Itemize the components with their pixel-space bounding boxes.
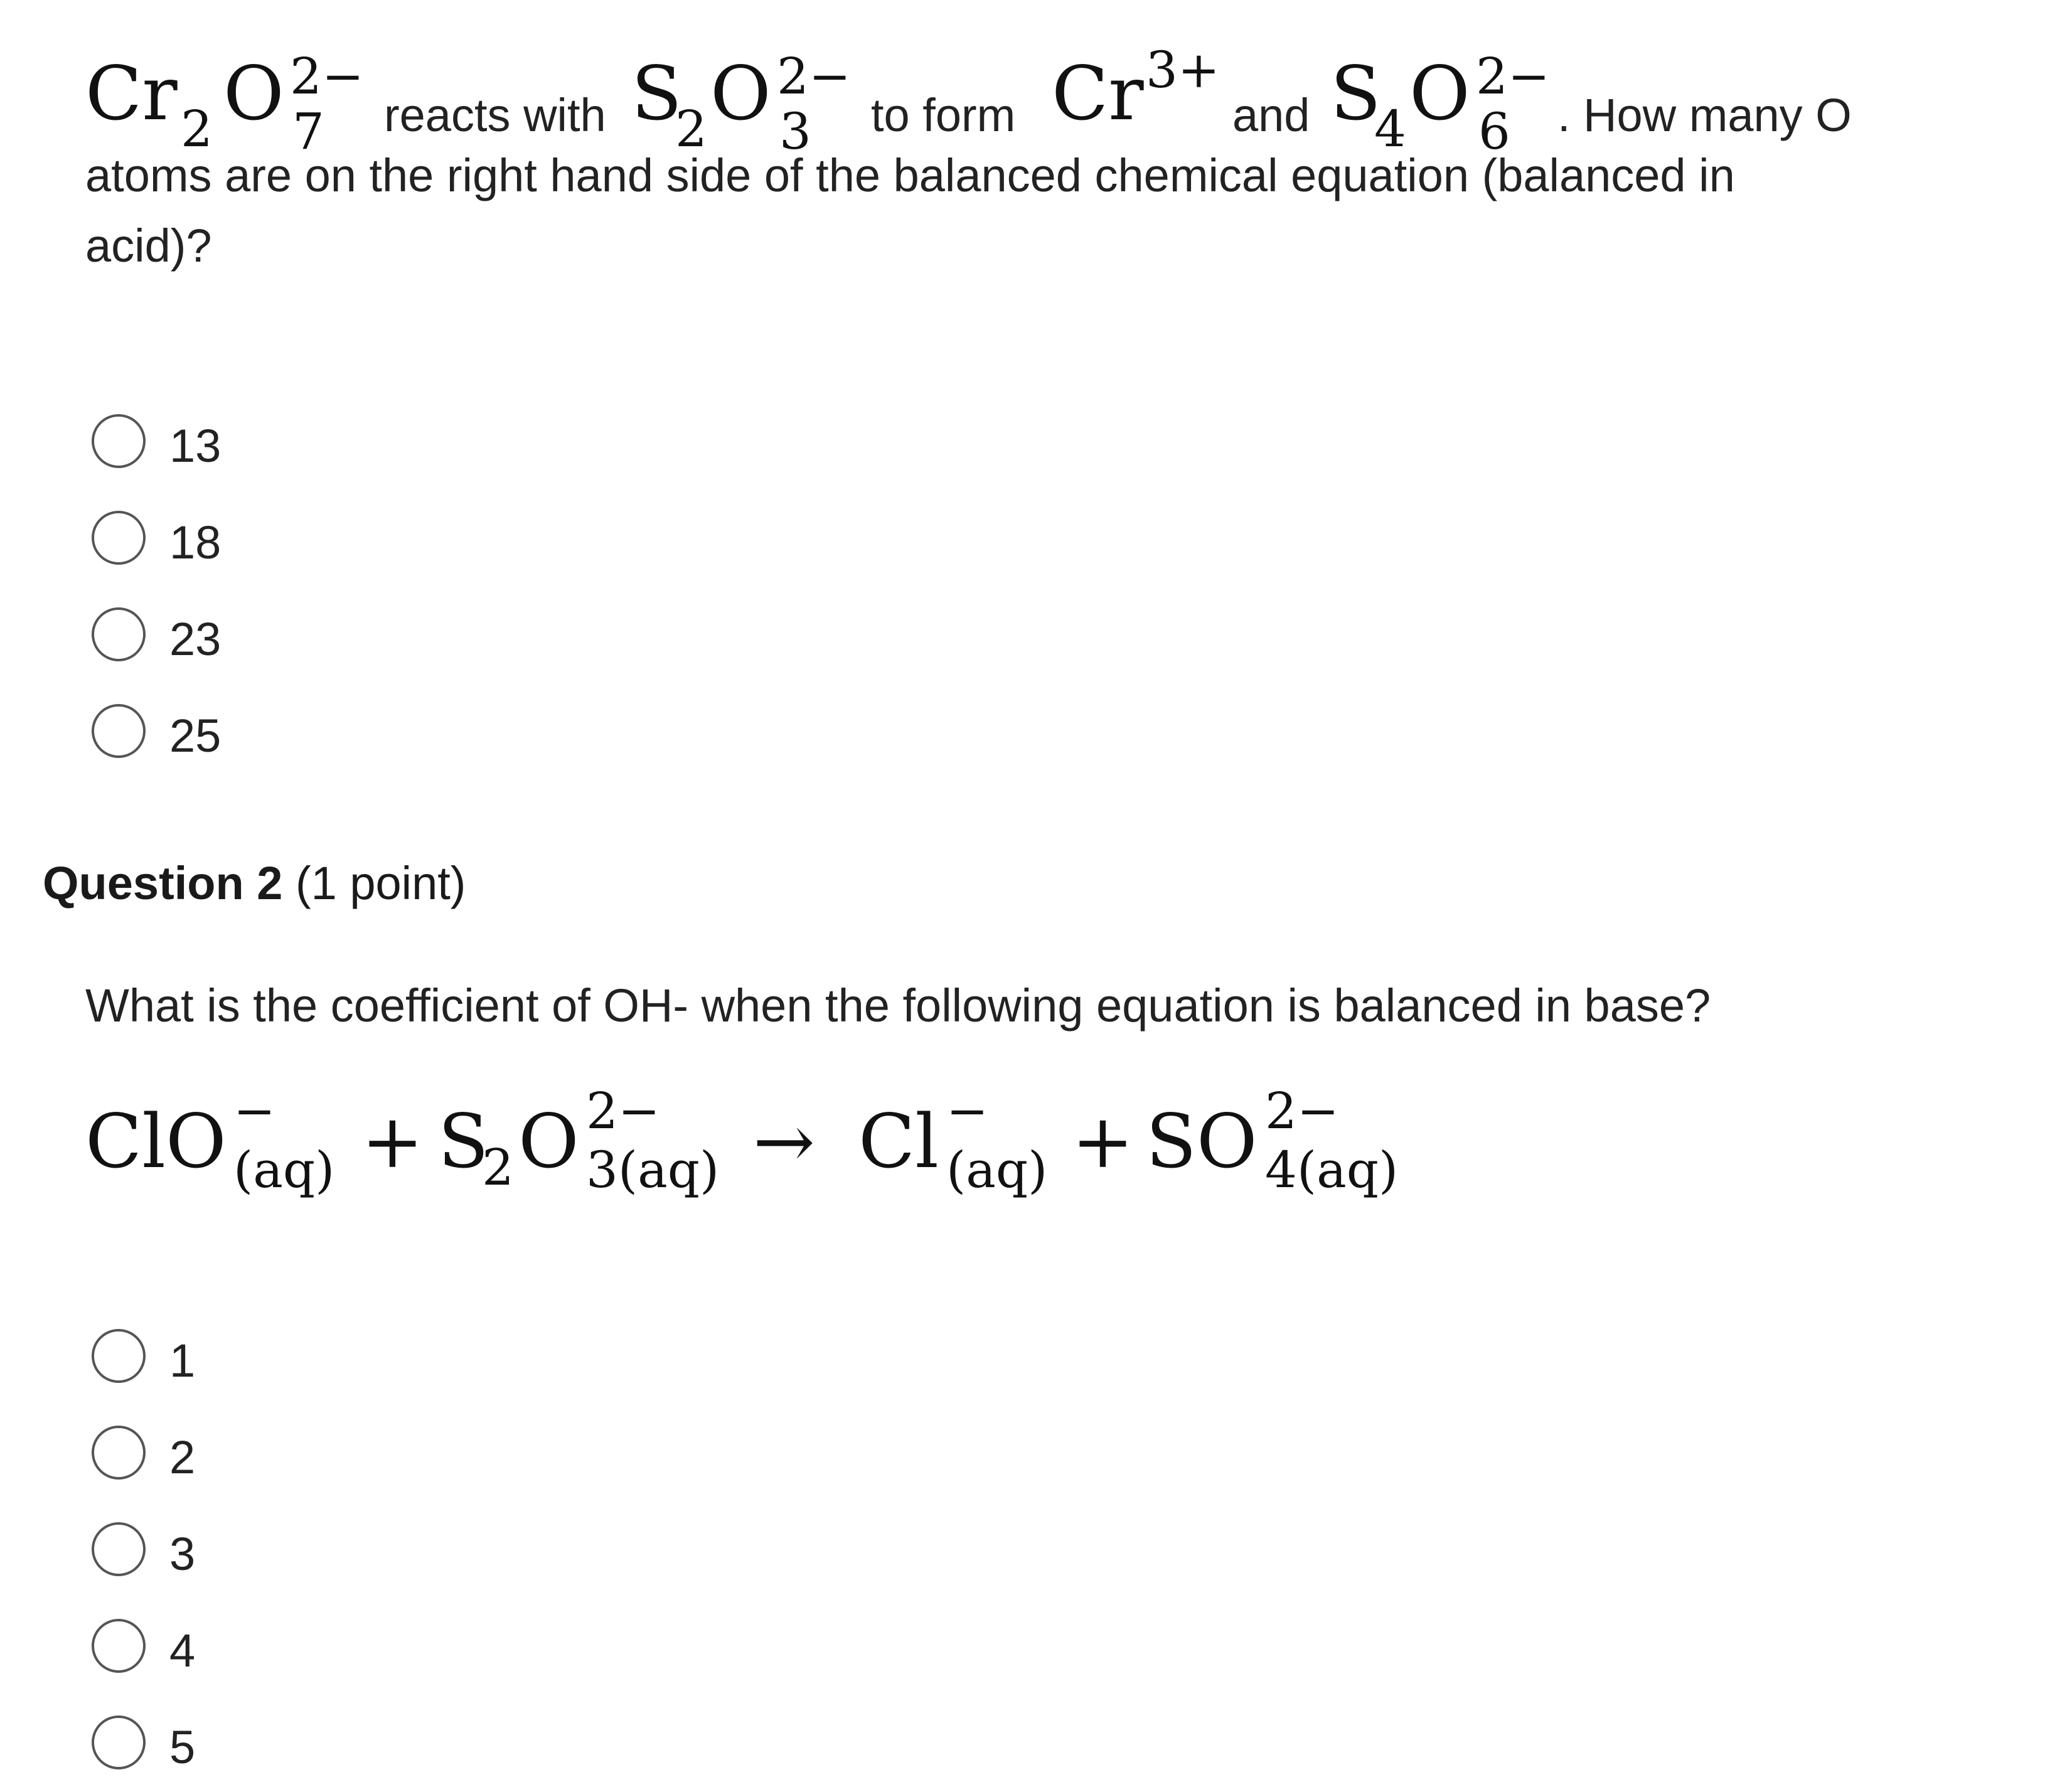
thiosulfate-o: O — [710, 50, 771, 137]
reactant-1-base: ClO — [85, 1098, 227, 1185]
question-1-text — [85, 41, 1968, 281]
option-13[interactable] — [92, 414, 531, 474]
tetrathionate-sub-o: 6 — [1478, 102, 1510, 161]
option-label: 23 — [169, 613, 222, 665]
radio-button[interactable] — [92, 1426, 146, 1480]
option-25[interactable] — [92, 704, 531, 764]
chromium-cr: Cr — [1052, 50, 1144, 137]
option-label: 1 — [169, 1335, 196, 1387]
radio-button[interactable] — [92, 1522, 146, 1576]
dichromate-charge: 2− — [290, 47, 364, 105]
chromium-charge: 3+ — [1146, 41, 1220, 99]
product-1-state: (aq) — [946, 1141, 1048, 1199]
tetrathionate-o: O — [1409, 50, 1470, 137]
product-1-base: Cl — [858, 1098, 939, 1185]
text-to-form: to form — [871, 89, 1016, 141]
radio-button[interactable] — [92, 704, 146, 758]
question-2-label: Question 2 — [43, 857, 283, 909]
thiosulfate-sub-s: 2 — [675, 100, 707, 158]
dichromate-sub-cr: 2 — [181, 100, 213, 158]
reactant-1-state: (aq) — [233, 1141, 335, 1199]
question-1-line-1 — [85, 41, 1968, 161]
product-2-charge: 2− — [1265, 1082, 1339, 1140]
tetrathionate-charge: 2− — [1476, 47, 1550, 105]
option-label: 2 — [169, 1431, 196, 1483]
dichromate-o: O — [223, 50, 284, 137]
plus-1: + — [361, 1098, 424, 1185]
tetrathionate-sub-s: 4 — [1374, 100, 1406, 158]
question-2-equation — [85, 1082, 1466, 1230]
option-label: 25 — [169, 710, 222, 762]
plus-2: + — [1072, 1098, 1134, 1185]
reactant-1-charge: − — [233, 1082, 276, 1140]
thiosulfate-sub-o: 3 — [779, 102, 811, 161]
dichromate-sub-o: 7 — [292, 102, 324, 161]
thiosulfate-s: S — [631, 50, 682, 137]
dichromate-cr: Cr — [85, 50, 178, 137]
product-2-state: 4(aq) — [1265, 1141, 1399, 1199]
option-1[interactable] — [92, 1329, 531, 1389]
question-2-prompt: What is the coefficient of OH- when the following equation is balanced in base? — [85, 979, 1711, 1032]
option-23[interactable] — [92, 607, 531, 668]
option-3[interactable] — [92, 1522, 531, 1582]
radio-button[interactable] — [92, 414, 146, 468]
radio-button[interactable] — [92, 1619, 146, 1673]
question-2-header — [43, 856, 466, 910]
option-label: 3 — [169, 1528, 196, 1580]
reaction-arrow: → — [753, 1098, 815, 1185]
question-1-line-2: atoms are on the right hand side of the balanced chemical equation (balanced in — [85, 149, 1735, 201]
radio-button[interactable] — [92, 1329, 146, 1383]
question-2-points: (1 point) — [295, 857, 466, 909]
tetrathionate-s: S — [1330, 50, 1381, 137]
reactant-2-s: S — [438, 1098, 489, 1185]
option-2[interactable] — [92, 1426, 531, 1486]
reactant-2-state: 3(aq) — [586, 1141, 720, 1199]
radio-button[interactable] — [92, 511, 146, 565]
product-2-base: SO — [1146, 1098, 1258, 1185]
option-label: 5 — [169, 1721, 196, 1773]
option-label: 13 — [169, 420, 222, 472]
option-4[interactable] — [92, 1619, 531, 1679]
reactant-2-o: O — [518, 1098, 579, 1185]
thiosulfate-charge: 2− — [777, 47, 851, 105]
text-reacts-with: reacts with — [384, 89, 606, 141]
option-5[interactable] — [92, 1715, 531, 1776]
reactant-2-charge: 2− — [586, 1082, 660, 1140]
radio-button[interactable] — [92, 607, 146, 661]
radio-button[interactable] — [92, 1715, 146, 1769]
product-1-charge: − — [946, 1082, 989, 1140]
reactant-2-sub-s: 2 — [482, 1138, 514, 1197]
text-and: and — [1232, 89, 1310, 141]
option-18[interactable] — [92, 511, 531, 571]
text-how-many: . How many O — [1557, 89, 1852, 141]
option-label: 18 — [169, 516, 222, 568]
option-label: 4 — [169, 1624, 196, 1677]
question-1-line-3: acid)? — [85, 220, 212, 272]
